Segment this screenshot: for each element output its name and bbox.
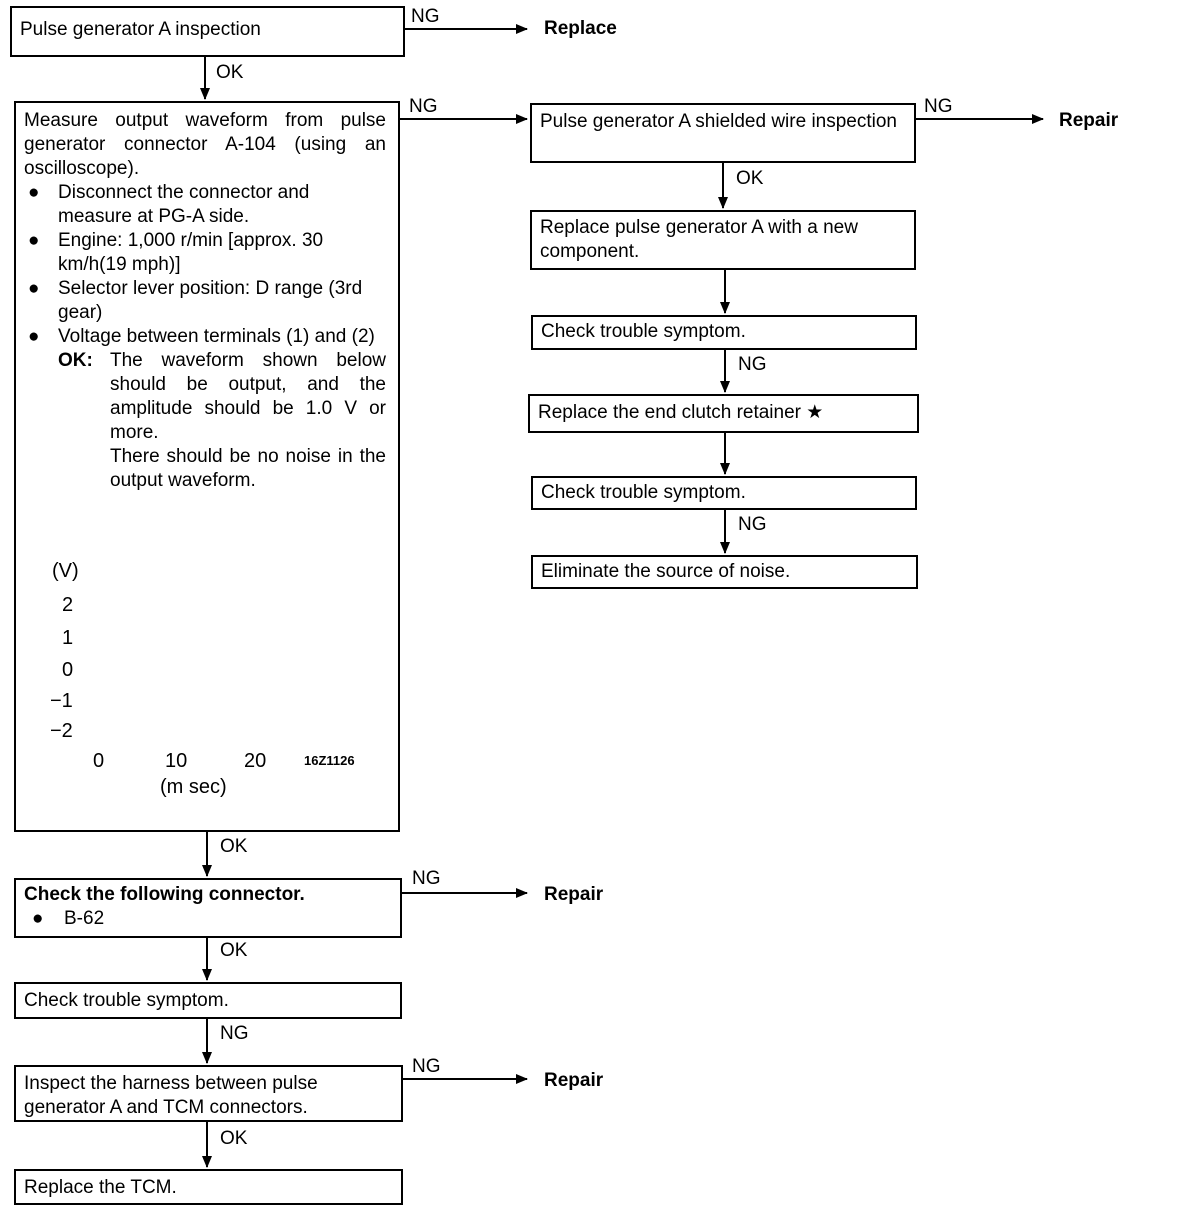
label-ok-3: OK: [220, 940, 248, 961]
eliminate-noise-box: [531, 555, 918, 589]
bullet-dot: ●: [28, 230, 40, 251]
measure-bullet-2: [24, 229, 386, 277]
inspect-harness-text: Inspect the harness between pulse generator A and TCM connectors.: [24, 1073, 318, 1118]
measure-bullet-2-text: Engine: 1,000 r/min [approx. 30 km/h(19 mph)]: [58, 230, 324, 275]
ok-criteria-key: OK:: [58, 350, 93, 371]
waveform-x-tick: 10: [165, 750, 188, 772]
measure-ok-criteria: [24, 349, 386, 493]
measure-bullet-3-text: Selector lever position: D range (3rd gear): [58, 278, 363, 323]
measure-bullet-4: [24, 325, 386, 349]
label-ng-shielded: NG: [409, 96, 438, 117]
replace-retainer-text: Replace the end clutch retainer ★: [538, 402, 824, 423]
waveform-x-unit: (m sec): [160, 776, 227, 798]
label-ng-r5: NG: [738, 514, 767, 535]
waveform-y-unit: (V): [52, 560, 79, 582]
check-symptom-left-box: [14, 982, 402, 1019]
connector-item-text: B-62: [64, 908, 105, 929]
ok-criteria-text-2: There should be no noise in the output waveform.: [110, 446, 386, 491]
shielded-wire-box: [530, 103, 916, 163]
label-ng-3: NG: [412, 1056, 441, 1077]
waveform-y-tick: −1: [50, 690, 73, 712]
action-repair-3: Repair: [544, 1070, 604, 1091]
label-ok-1: OK: [216, 62, 244, 83]
inspect-harness-box: [14, 1065, 403, 1122]
label-ng-4: NG: [220, 1023, 249, 1044]
replace-tcm-text: Replace the TCM.: [24, 1177, 177, 1198]
measure-bullet-4-text: Voltage between terminals (1) and (2): [58, 326, 375, 347]
shielded-wire-text: Pulse generator A shielded wire inspection: [540, 111, 898, 132]
bullet-dot: ●: [32, 908, 44, 929]
action-repair-1: Repair: [1059, 110, 1119, 131]
check-symptom-right-2-box: [531, 476, 917, 510]
check-connector-box: [14, 878, 402, 938]
label-ok-2: OK: [220, 836, 248, 857]
waveform-y-tick: 2: [62, 594, 74, 616]
waveform-y-tick: 0: [62, 659, 74, 681]
action-replace: Replace: [544, 18, 617, 39]
label-ok-5: OK: [220, 1128, 248, 1149]
action-repair-2: Repair: [544, 884, 604, 905]
replace-pga-text: Replace pulse generator A with a new component.: [540, 217, 858, 262]
ok-criteria-text-1: The waveform shown below should be output, and the amplitude should be 1.0 V or more.: [110, 350, 386, 443]
label-ok-r1: OK: [736, 168, 764, 189]
waveform-figure-code: 16Z1126: [304, 753, 355, 768]
check-symptom-left-text: Check trouble symptom.: [24, 990, 229, 1011]
replace-retainer-box: [528, 394, 919, 433]
label-ng-repair-1: NG: [924, 96, 953, 117]
waveform-x-tick: 20: [244, 750, 267, 772]
measure-intro: Measure output waveform from pulse generator connector A-104 (using an oscilloscope).: [24, 110, 386, 179]
bullet-dot: ●: [28, 182, 40, 203]
label-ng-1: NG: [411, 6, 440, 27]
check-symptom-right-2-text: Check trouble symptom.: [541, 482, 746, 503]
measure-bullet-1: [24, 181, 386, 229]
check-symptom-right-1-text: Check trouble symptom.: [541, 321, 746, 342]
bullet-dot: ●: [28, 326, 40, 347]
waveform-y-tick: −2: [50, 720, 73, 742]
replace-pga-box: [530, 210, 916, 270]
connector-bullet: [24, 907, 392, 931]
label-ng-2: NG: [412, 868, 441, 889]
bullet-dot: ●: [28, 278, 40, 299]
pulse-generator-a-inspection-box: [10, 6, 405, 57]
pulse-generator-a-inspection-text: Pulse generator A inspection: [20, 19, 261, 40]
eliminate-noise-text: Eliminate the source of noise.: [541, 561, 791, 582]
waveform-y-tick: 1: [62, 627, 74, 649]
check-connector-text: Check the following connector.: [24, 884, 305, 905]
check-symptom-right-1-box: [531, 315, 917, 350]
measure-bullet-3: [24, 277, 386, 325]
measure-bullet-1-text: Disconnect the connector and measure at PG-A side.: [58, 182, 310, 227]
waveform-x-tick: 0: [93, 750, 105, 772]
replace-tcm-box: [14, 1169, 403, 1205]
label-ng-r3: NG: [738, 354, 767, 375]
